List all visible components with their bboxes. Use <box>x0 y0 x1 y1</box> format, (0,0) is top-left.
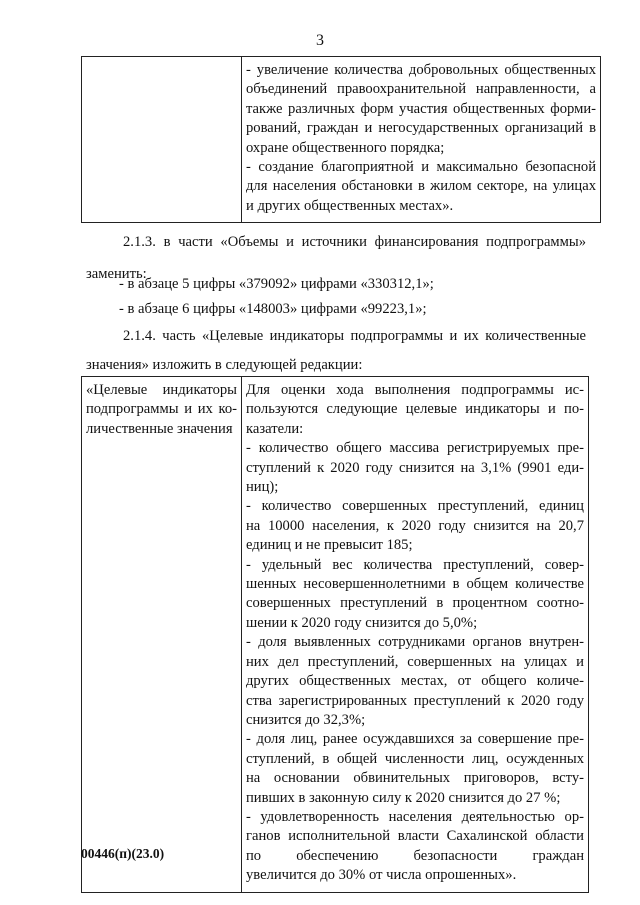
table1-line: и других общественных местах». <box>246 197 454 214</box>
table1-right-cell <box>242 57 601 223</box>
indicators-table <box>81 376 589 893</box>
indicators-line: - количество совершенных преступлений, единиц <box>246 498 584 515</box>
indicators-line: ганов исполнительной власти Сахалинской области <box>246 828 584 845</box>
section-2-1-3-line1: 2.1.3. в части «Объемы и источники финансирования подпрограммы» <box>123 234 586 250</box>
indicators-label-line: личественные значения <box>86 420 233 437</box>
indicators-line: совершенных преступлений в процентном соотно- <box>246 595 584 612</box>
continued-table <box>81 56 601 223</box>
table1-line: рований, граждан и негосударственных организаций в <box>246 120 596 137</box>
indicators-line: снизится до 32,3%; <box>246 711 366 728</box>
indicators-line: ступлений, в общей численности лиц, осужденных <box>246 750 584 767</box>
indicators-line: пивших в законную силу к 2020 снизится до 27 %; <box>246 789 561 806</box>
table1-line: также различных форм участия общественных форми- <box>246 100 596 117</box>
indicators-line: казатели: <box>246 420 304 437</box>
indicators-line: ступлений к 2020 году снизится на 3,1% (9901 еди- <box>246 459 584 476</box>
list-item: - в абзаце 5 цифры «379092» цифрами «330312,1»; <box>119 276 434 292</box>
indicators-line: - доля выявленных сотрудниками органов внутрен- <box>246 634 584 651</box>
indicators-line: пользуются следующие целевые индикаторы и по- <box>246 401 584 418</box>
indicators-content-cell <box>242 377 589 893</box>
section-2-1-3-line2: заменить: <box>86 266 147 282</box>
indicators-line: увеличится до 30% от числа опрошенных». <box>246 867 517 884</box>
table1-line: - увеличение количества добровольных общественных <box>246 62 596 78</box>
section-2-1-4 <box>86 326 586 375</box>
indicators-label-cell <box>82 377 242 893</box>
indicators-line: шении к 2020 году снизится до 5,0%; <box>246 614 478 631</box>
indicators-line: единиц и не превысит 185; <box>246 537 413 554</box>
document-code: 00446(п)(23.0) <box>81 846 165 861</box>
indicators-line: них дел преступлений, совершенных на улицах и <box>246 653 584 670</box>
indicators-line: - удовлетворенность населения деятельностью ор- <box>246 808 584 825</box>
table1-line: - создание благоприятной и максимально безопасной <box>246 159 596 176</box>
indicators-line: шенных несовершеннолетними в общем количестве <box>246 576 584 593</box>
indicators-line: по обеспечению безопасности граждан <box>246 847 584 864</box>
indicators-line: на основании обвинительных приговоров, всту- <box>246 770 584 787</box>
list-item: - в абзаце 6 цифры «148003» цифрами «99223,1»; <box>119 301 427 317</box>
indicators-line: - доля лиц, ранее осуждавшихся за совершение пре- <box>246 731 584 748</box>
table1-line: объединений правоохранительной направленности, а <box>246 81 596 98</box>
indicators-line: других общественных местах, от общего количе- <box>246 673 584 690</box>
indicators-label-line: подпрограммы и их ко- <box>86 401 237 418</box>
section-2-1-4-line2: значения» изложить в следующей редакции: <box>86 357 363 373</box>
indicators-line: Для оценки хода выполнения подпрограммы ис- <box>246 382 584 398</box>
table1-line: охране общественного порядка; <box>246 139 445 156</box>
table1-line: для населения обстановки в жилом секторе, на улицах <box>246 178 596 195</box>
indicators-line: - удельный вес количества преступлений, совер- <box>246 556 584 573</box>
indicators-line: ниц); <box>246 479 279 496</box>
section-2-1-4-line1: 2.1.4. часть «Целевые индикаторы подпрограммы и их количественные <box>123 328 586 344</box>
indicators-label-line: «Целевые индикаторы <box>86 382 237 398</box>
page-number: 3 <box>316 32 324 49</box>
indicators-line: ства зарегистрированных преступлений к 2020 году <box>246 692 584 709</box>
indicators-line: на 10000 населения, к 2020 году снизится на 20,7 <box>246 517 584 534</box>
table1-left-cell <box>82 57 242 223</box>
indicators-line: - количество общего массива регистрируемых пре- <box>246 440 584 457</box>
